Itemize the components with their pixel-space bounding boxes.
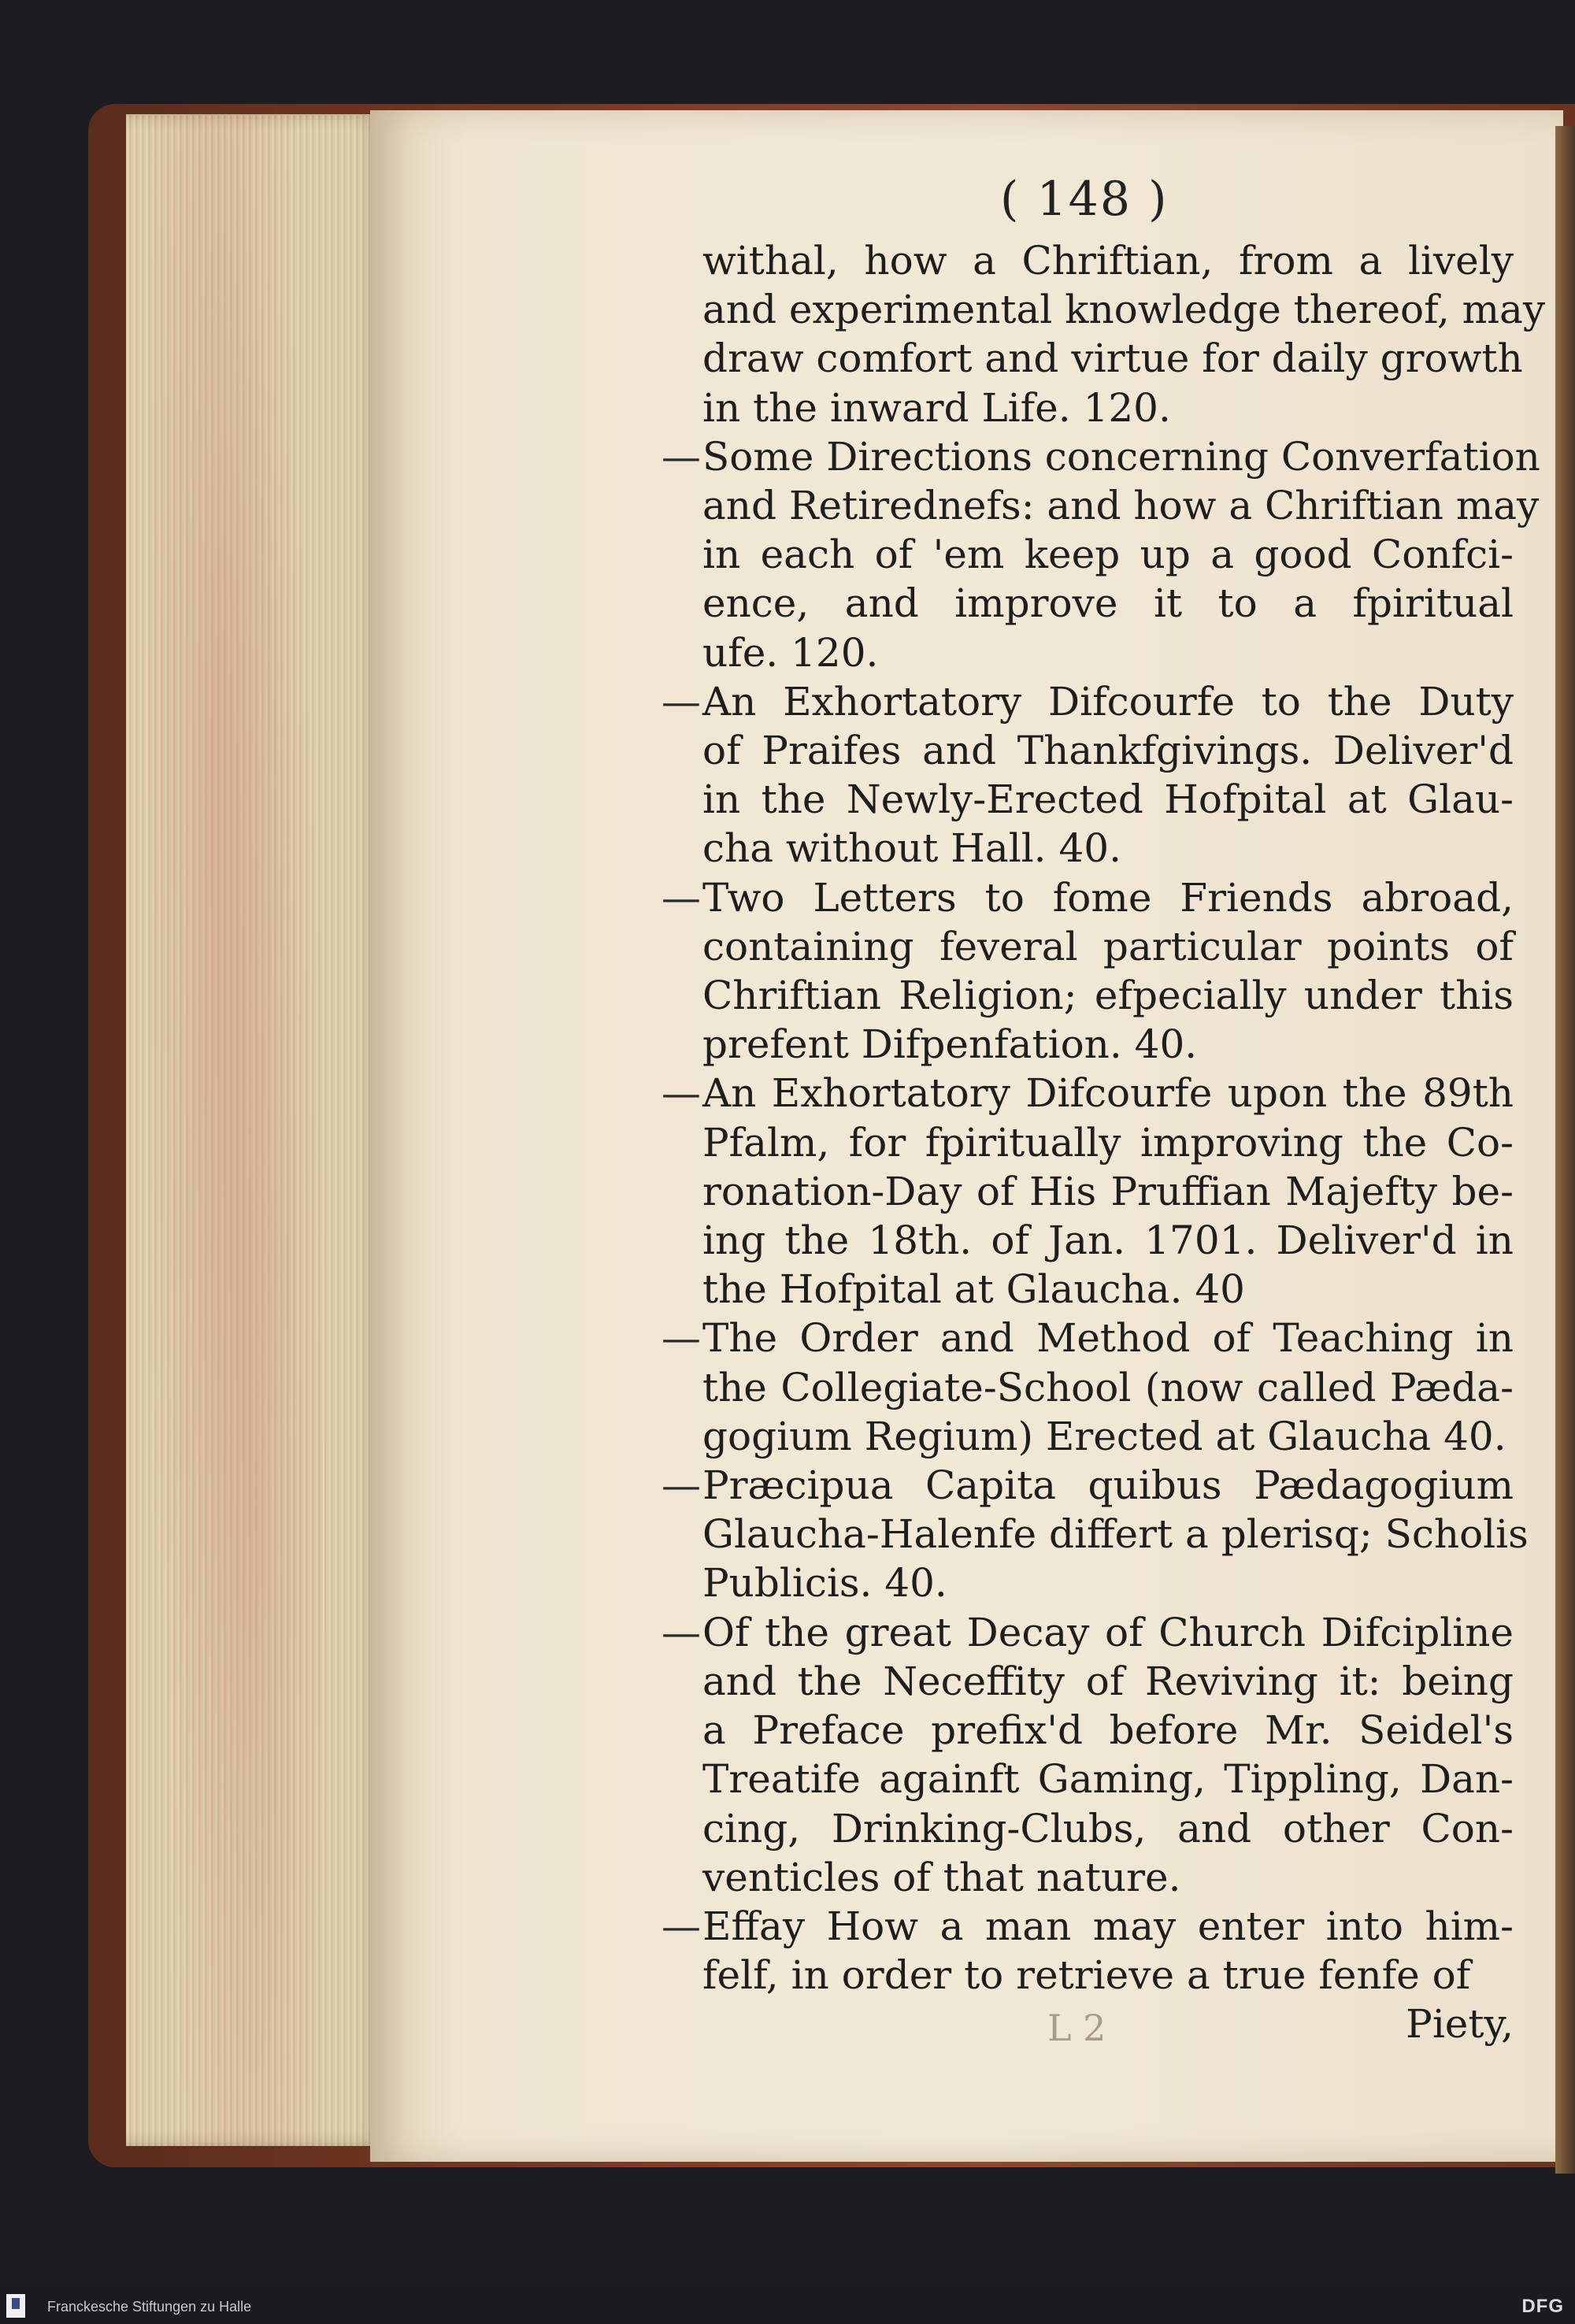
text-line: venticles of that nature. [702,1854,1181,1900]
text-line: and the Neceffity of Reviving it: being [702,1658,1514,1704]
text-line: An Exhortatory Difcourfe to the Duty [702,678,1514,725]
text-line: and experimental knowledge thereof, may [702,287,1546,333]
catalogue-entry [702,236,1546,432]
text-line: containing feveral particular points of [702,923,1514,969]
text-line: ronation-Day of His Pruffian Majefty be- [702,1168,1514,1214]
text-line: ing the 18th. of Jan. 1701. Deliver'd in [702,1218,1514,1264]
text-line: felf, in order to retrieve a true fenfe of [702,1952,1471,1999]
entry-dash: — [662,1903,701,1949]
text-line: in each of 'em keep up a good Confci- [702,532,1514,578]
text-line: cha without Hall. 40. [702,825,1121,872]
catchword: Piety, [1406,2001,1514,2048]
text-line: Treatife againft Gaming, Tippling, Dan- [702,1756,1514,1803]
catalogue-entry [662,677,1514,873]
text-line: Glaucha-Halenfe differt a plerisq; Scholis [702,1511,1529,1558]
catalogue-entry [662,432,1540,677]
text-line: Effay How a man may enter into him- [702,1903,1514,1949]
text-line: in the Newly-Erected Hofpital at Glau- [702,777,1514,823]
text-line: and Retirednefs: and how a Chriftian may [702,483,1540,529]
text-line: withal, how a Chriftian, from a lively [702,238,1514,284]
text-line: the Hofpital at Glaucha. 40 [702,1266,1245,1313]
text-line: in the inward Life. 120. [702,384,1171,431]
page-edges [126,114,386,2146]
text-line: The Order and Method of Teaching in [702,1315,1514,1362]
text-line: ufe. 120. [702,629,879,676]
entry-dash: — [662,1070,701,1117]
right-page-edge [1555,126,1575,2174]
text-line: prefent Difpenfation. 40. [702,1021,1198,1068]
text-line: Publicis. 40. [702,1560,947,1607]
text-line: Two Letters to fome Friends abroad, [702,874,1514,921]
footer-bar [0,2288,1575,2324]
text-line: the Collegiate-School (now called Pæda- [702,1364,1514,1410]
entry-dash: — [662,1315,701,1362]
entry-dash: — [662,1462,701,1509]
text-line: ence, and improve it to a fpiritual [702,580,1514,627]
text-line: gogium Regium) Erected at Glaucha 40. [702,1413,1506,1459]
institution-name[interactable]: Franckesche Stiftungen zu Halle [47,2299,252,2315]
catalogue-entry [662,873,1514,1069]
entry-dash: — [662,433,701,480]
text-line: of Praifes and Thankfgivings. Deliver'd [702,728,1514,774]
text-line: draw comfort and virtue for daily growth [702,335,1523,382]
text-line: a Preface prefix'd before Mr. Seidel's [702,1707,1514,1754]
text-line: Some Directions concerning Converfation [702,433,1540,480]
catalogue-entry [662,1608,1514,1902]
text-line: Præcipua Capita quibus Pædagogium [702,1462,1514,1509]
page-number: ( 148 ) [1000,172,1169,227]
catalogue-entry [662,1461,1529,1608]
signature-mark: L 2 [1047,2007,1106,2049]
page-text [662,236,1546,2049]
entry-dash: — [662,874,701,921]
entry-dash: — [662,1609,701,1655]
text-line: cing, Drinking-Clubs, and other Con- [702,1805,1514,1851]
dfg-logo: DFG [1521,2296,1564,2317]
text-line: Pfalm, for fpiritually improving the Co- [702,1119,1514,1166]
catalogue-entry [662,1902,1514,2000]
catalogue-entry [662,1069,1514,1314]
text-line: Of the great Decay of Church Difcipline [702,1609,1514,1655]
entry-dash: — [662,678,701,725]
catalogue-entry [662,1314,1514,1461]
institution-logo-icon [6,2294,25,2318]
text-line: Chriftian Religion; efpecially under this [702,973,1514,1019]
text-line: An Exhortatory Difcourfe upon the 89th [702,1070,1514,1117]
